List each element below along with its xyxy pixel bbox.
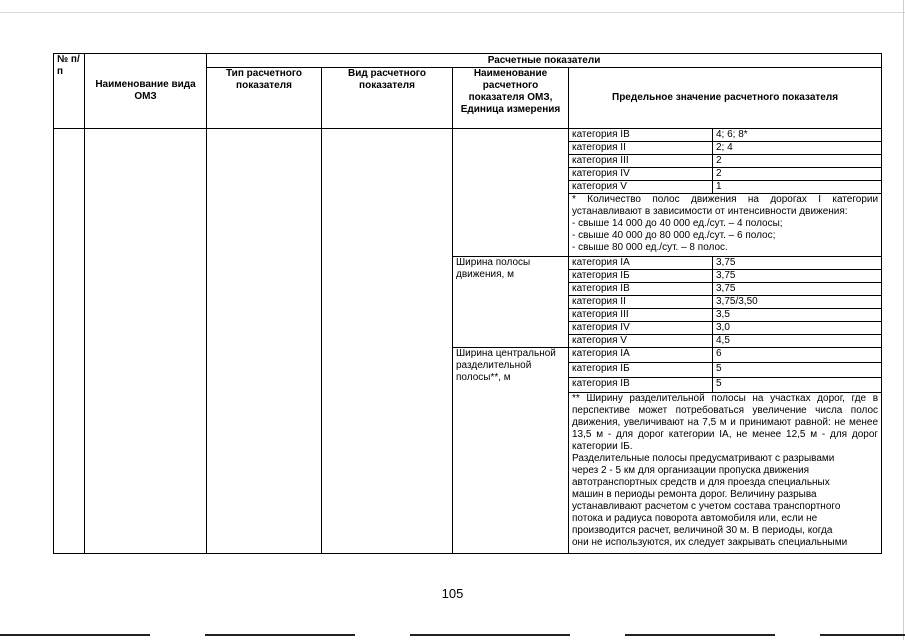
- footnote-line: устанавливают расчетом с учетом состава транспортного: [572, 501, 841, 512]
- median-width-indicator: Ширина центральной разделительной полосы**, м: [453, 348, 569, 554]
- footnote-line: они не используются, их следует закрывать специальными: [572, 537, 848, 548]
- value-cell: 5: [713, 363, 882, 378]
- footnote-line: Разделительные полосы предусматривают с разрывами: [572, 453, 835, 464]
- header-number: № п/п: [54, 54, 85, 129]
- footnote-line: - свыше 14 000 до 40 000 ед./сут. – 4 полосы;: [572, 218, 783, 229]
- footnote-line: через 2 - 5 км для организации пропуска движения: [572, 465, 810, 476]
- omz-indicators-table: [53, 53, 882, 554]
- category-cell: категория IV: [569, 168, 713, 181]
- category-cell: категория IБ: [569, 363, 713, 378]
- value-cell: 3,75: [713, 270, 882, 283]
- footnote-line: * Количество полос движения на дорогах I категории устанавливают в зависимости от интенсивности движения:: [572, 194, 879, 217]
- page-number: 105: [441, 586, 464, 601]
- value-cell: 5: [713, 378, 882, 393]
- scan-bottom-edge: [0, 634, 150, 636]
- footnote-line: автотранспортных средств и для проезда специальных: [572, 477, 830, 488]
- footnote-line: машин в периоды ремонта дорог. Величину разрыва: [572, 489, 817, 500]
- category-cell: категория V: [569, 181, 713, 194]
- scan-top-edge: [0, 12, 905, 13]
- cell-lanes-indicator: [453, 129, 569, 257]
- category-cell: категория IА: [569, 348, 713, 363]
- category-cell: категория IВ: [569, 378, 713, 393]
- footnote-line: производится расчет, величиной 30 м. В периоды, когда: [572, 525, 833, 536]
- value-cell: 2: [713, 168, 882, 181]
- value-cell: 2; 4: [713, 142, 882, 155]
- lanes-footnote: [569, 194, 882, 257]
- scan-bottom-edge: [820, 634, 905, 636]
- category-cell: категория II: [569, 296, 713, 309]
- header-indicator-name: Наименование расчетного показателя ОМЗ, Единица измерения: [453, 68, 569, 129]
- category-cell: категория III: [569, 155, 713, 168]
- value-cell: 3,75: [713, 283, 882, 296]
- header-row-1: [54, 54, 882, 68]
- value-cell: 3,75/3,50: [713, 296, 882, 309]
- value-cell: 4; 6; 8*: [713, 129, 882, 142]
- category-cell: категория III: [569, 309, 713, 322]
- header-limit-value: Предельное значение расчетного показателя: [569, 68, 882, 129]
- scan-bottom-edge: [625, 634, 775, 636]
- table-row: [54, 129, 882, 142]
- value-cell: 3,75: [713, 257, 882, 270]
- value-cell: 6: [713, 348, 882, 363]
- category-cell: категория IВ: [569, 129, 713, 142]
- footnote-paragraph: ** Ширину разделительной полосы на участках дорог, где в перспективе может потребоваться увеличение числа полос движения, увеличивают на 7,5 м и принимают равной: не менее 13,5 м - для дорог категории IА, не менее 12,5 м - для дорог категории IБ.: [572, 393, 879, 452]
- cell-number: [54, 129, 85, 554]
- cell-indicator-kind: [322, 129, 453, 554]
- scan-bottom-edge: [410, 634, 570, 636]
- category-cell: категория IV: [569, 322, 713, 335]
- category-cell: категория II: [569, 142, 713, 155]
- category-cell: категория V: [569, 335, 713, 348]
- category-cell: категория IА: [569, 257, 713, 270]
- scan-bottom-edge: [205, 634, 355, 636]
- header-indicator-kind: Вид расчетного показателя: [322, 68, 453, 129]
- cell-omz-name: [85, 129, 207, 554]
- value-cell: 4,5: [713, 335, 882, 348]
- category-cell: категория IБ: [569, 270, 713, 283]
- footnote-line: потока и радиуса поворота автомобиля или, если не: [572, 513, 818, 524]
- lane-width-indicator: Ширина полосы движения, м: [453, 257, 569, 348]
- cell-indicator-type: [207, 129, 322, 554]
- category-cell: категория IВ: [569, 283, 713, 296]
- median-footnote: [569, 393, 882, 554]
- header-indicators-group: Расчетные показатели: [207, 54, 882, 68]
- value-cell: 3,5: [713, 309, 882, 322]
- footnote-line: - свыше 40 000 до 80 000 ед./сут. – 6 полос;: [572, 230, 776, 241]
- value-cell: 1: [713, 181, 882, 194]
- value-cell: 2: [713, 155, 882, 168]
- footnote-line: - свыше 80 000 ед./сут. – 8 полос.: [572, 242, 728, 253]
- header-omz-name: Наименование вида ОМЗ: [85, 54, 207, 129]
- header-indicator-type: Тип расчетного показателя: [207, 68, 322, 129]
- value-cell: 3,0: [713, 322, 882, 335]
- scan-right-edge: [903, 0, 904, 640]
